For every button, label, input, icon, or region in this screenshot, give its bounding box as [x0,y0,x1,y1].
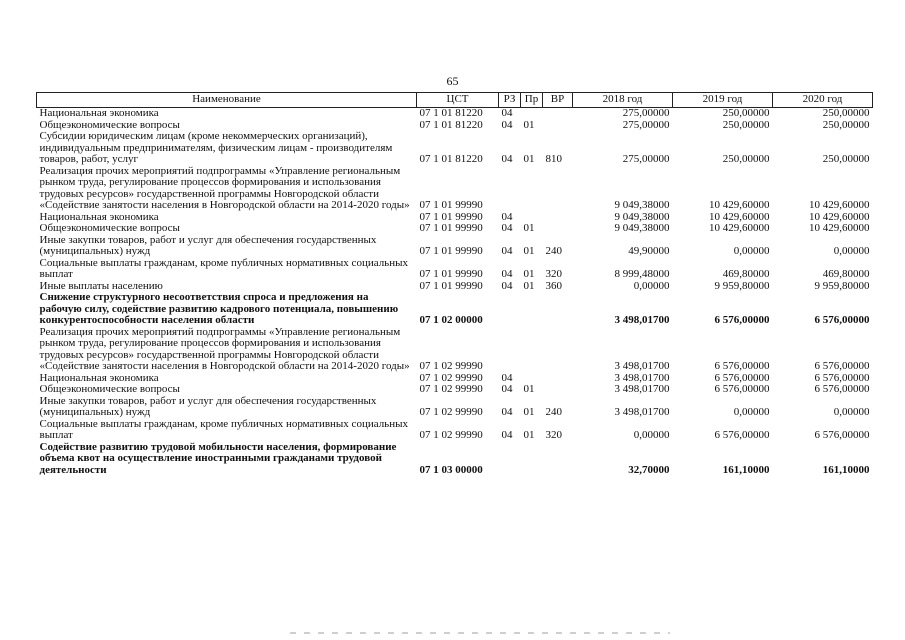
table-row [37,108,873,120]
table-row [37,442,873,477]
cell-y2019: 469,80000 [722,268,770,280]
cell-name: Иные выплаты населению [39,279,163,292]
cell-pr: 01 [523,429,535,441]
cell-pr: 01 [523,268,535,280]
table-row [37,292,873,327]
cell-y2019: 0,00000 [733,245,770,257]
cell-cst: 07 1 01 99990 [419,222,483,234]
cell-rz: 04 [501,429,513,441]
cell-y2020: 6 576,00000 [814,360,870,372]
cell-vr [543,120,573,132]
cell-cst: 07 1 01 81220 [419,153,483,165]
scan-artifact [290,632,670,634]
cell-name: Национальная экономика [39,371,159,384]
cell-y2019: 250,00000 [722,107,770,119]
cell-cst: 07 1 01 99990 [419,210,483,223]
cell-name: Общеэкономические вопросы [39,118,180,131]
cell-pr: 01 [523,245,535,257]
cell-vr [543,442,573,477]
table-row [37,131,873,166]
cell-name: Социальные выплаты гражданам, кроме публичных нормативных социальных выплат [39,417,408,441]
cell-pr [521,108,543,120]
header-vr: ВР [543,93,573,108]
cell-y2020: 9 959,80000 [814,279,870,292]
cell-cst: 07 1 02 00000 [419,314,483,326]
cell-vr [543,166,573,212]
cell-pr: 01 [523,153,535,165]
cell-y2020: 10 429,60000 [809,222,870,234]
cell-name: Снижение структурного несоответствия спроса и предложения на рабочую силу, содействие развитию кадрового потенциала, повышению конкурентоспособности населения области [39,291,399,326]
cell-y2018: 3 498,01700 [614,383,670,395]
budget-table [36,92,873,476]
cell-name: Иные закупки товаров, работ и услуг для обеспечения государственных (муниципальных) нужд [39,394,377,418]
cell-y2020: 10 429,60000 [809,199,870,211]
header-2020: 2020 год [773,93,873,108]
cell-name: Национальная экономика [39,107,159,119]
cell-y2018: 9 049,38000 [614,210,670,223]
cell-y2020: 469,80000 [822,268,870,280]
cell-y2019: 10 429,60000 [709,222,770,234]
cell-rz [499,166,521,212]
cell-y2019: 161,10000 [722,463,770,476]
cell-y2020: 6 576,00000 [814,371,870,384]
cell-name: Национальная экономика [39,210,159,223]
cell-vr [543,384,573,396]
cell-y2019: 6 576,00000 [714,371,770,384]
header-rz: РЗ [499,93,521,108]
cell-cst: 07 1 01 99990 [419,245,483,257]
cell-cst: 07 1 02 99990 [419,406,483,418]
table-row [37,235,873,258]
cell-y2019: 10 429,60000 [709,210,770,223]
cell-cst: 07 1 01 99990 [419,268,483,280]
cell-name: Реализация прочих мероприятий подпрограммы «Управление региональным рынком труда, регулирование процессов формирования и использования трудовых ресурсов» государственной программы Новгородской области «Содействие занятости населения в Новгородской области на 2014-2020 годы» [39,164,410,211]
cell-y2020: 10 429,60000 [809,210,870,223]
header-pr: Пр [521,93,543,108]
cell-cst: 07 1 02 99990 [419,371,483,384]
cell-y2020: 250,00000 [822,107,870,119]
cell-name: Социальные выплаты гражданам, кроме публичных нормативных социальных выплат [39,256,408,280]
cell-y2020: 6 576,00000 [814,314,870,326]
header-2019: 2019 год [673,93,773,108]
cell-pr [521,166,543,212]
table-row [37,396,873,419]
cell-y2020: 250,00000 [822,118,870,131]
cell-y2020: 6 576,00000 [814,383,870,395]
cell-y2018: 275,00000 [622,107,670,119]
cell-name: Субсидии юридическим лицам (кроме некоммерческих организаций), индивидуальным предпринимателям, физическим лицам - производителям товаров, работ, услуг [39,130,393,165]
cell-cst: 07 1 02 99990 [419,360,483,372]
cell-rz: 04 [501,268,513,280]
cell-cst: 07 1 01 81220 [419,107,483,119]
cell-pr [521,442,543,477]
cell-vr: 320 [545,429,562,441]
cell-y2018: 9 049,38000 [614,199,670,211]
cell-rz: 04 [501,406,513,418]
cell-y2019: 10 429,60000 [709,199,770,211]
cell-y2018: 0,00000 [633,429,670,441]
cell-y2018: 3 498,01700 [614,371,670,384]
cell-vr: 240 [545,245,562,257]
header-cst: ЦСТ [417,93,499,108]
cell-y2019: 250,00000 [722,153,770,165]
cell-y2020: 161,10000 [822,463,870,476]
cell-rz: 04 [501,245,513,257]
table-row [37,223,873,235]
cell-name: Общеэкономические вопросы [39,383,180,395]
cell-cst: 07 1 01 99990 [419,199,483,211]
cell-pr [521,327,543,373]
cell-y2018: 275,00000 [622,153,670,165]
cell-y2018: 0,00000 [633,279,670,292]
cell-y2019: 6 576,00000 [714,383,770,395]
cell-vr [543,292,573,327]
cell-pr: 01 [523,118,535,131]
cell-rz [499,442,521,477]
cell-y2019: 250,00000 [722,118,770,131]
cell-vr [543,327,573,373]
cell-y2020: 0,00000 [833,245,870,257]
table-body [37,108,873,477]
cell-y2018: 49,90000 [628,245,670,257]
cell-name: Общеэкономические вопросы [39,222,180,234]
cell-y2019: 6 576,00000 [714,314,770,326]
cell-vr [543,212,573,224]
cell-pr [521,292,543,327]
cell-y2018: 3 498,01700 [614,360,670,372]
cell-y2020: 250,00000 [822,153,870,165]
table-row [37,166,873,212]
cell-rz: 04 [501,118,513,131]
header-2018: 2018 год [573,93,673,108]
cell-rz [499,327,521,373]
cell-y2019: 6 576,00000 [714,360,770,372]
cell-y2019: 0,00000 [733,406,770,418]
cell-y2019: 6 576,00000 [714,429,770,441]
cell-vr: 810 [545,153,562,165]
cell-vr [543,223,573,235]
cell-vr [543,108,573,120]
cell-pr: 01 [523,406,535,418]
cell-vr [543,373,573,385]
cell-pr: 01 [523,383,535,395]
cell-y2018: 275,00000 [622,118,670,131]
cell-y2019: 9 959,80000 [714,279,770,292]
cell-vr: 240 [545,406,562,418]
cell-rz: 04 [501,383,513,395]
table-row [37,258,873,281]
cell-rz: 04 [501,107,513,119]
table-row [37,327,873,373]
cell-cst: 07 1 02 99990 [419,383,483,395]
table-header-row [37,93,873,108]
page-number: 65 [446,74,459,88]
cell-rz: 04 [501,279,513,292]
cell-cst: 07 1 03 00000 [419,463,483,476]
header-name: Наименование [37,93,417,108]
cell-name: Содействие развитию трудовой мобильности населения, формирование объема квот на осуществление иностранными гражданами трудовой деятельности [39,440,397,476]
cell-cst: 07 1 02 99990 [419,429,483,441]
table-row [37,384,873,396]
cell-name: Иные закупки товаров, работ и услуг для обеспечения государственных (муниципальных) нужд [39,233,377,257]
cell-rz [499,292,521,327]
cell-pr: 01 [523,222,535,234]
cell-y2018: 32,70000 [628,463,670,476]
cell-pr: 01 [523,279,535,292]
cell-name: Реализация прочих мероприятий подпрограммы «Управление региональным рынком труда, регулирование процессов формирования и использования трудовых ресурсов» государственной программы Новгородской области «Содействие занятости населения в Новгородской области на 2014-2020 годы» [39,325,410,372]
cell-y2018: 9 049,38000 [614,222,670,234]
cell-y2018: 3 498,01700 [614,406,670,418]
cell-rz: 04 [501,153,513,165]
cell-cst: 07 1 01 99990 [419,279,483,292]
cell-vr: 360 [545,279,562,292]
cell-vr: 320 [545,268,562,280]
cell-rz: 04 [501,371,513,384]
cell-y2018: 8 999,48000 [614,268,670,280]
cell-rz: 04 [501,222,513,234]
cell-y2018: 3 498,01700 [614,314,670,326]
cell-cst: 07 1 01 81220 [419,118,483,131]
cell-rz: 04 [501,210,513,223]
cell-y2020: 0,00000 [833,406,870,418]
table-row [37,419,873,442]
cell-y2020: 6 576,00000 [814,429,870,441]
